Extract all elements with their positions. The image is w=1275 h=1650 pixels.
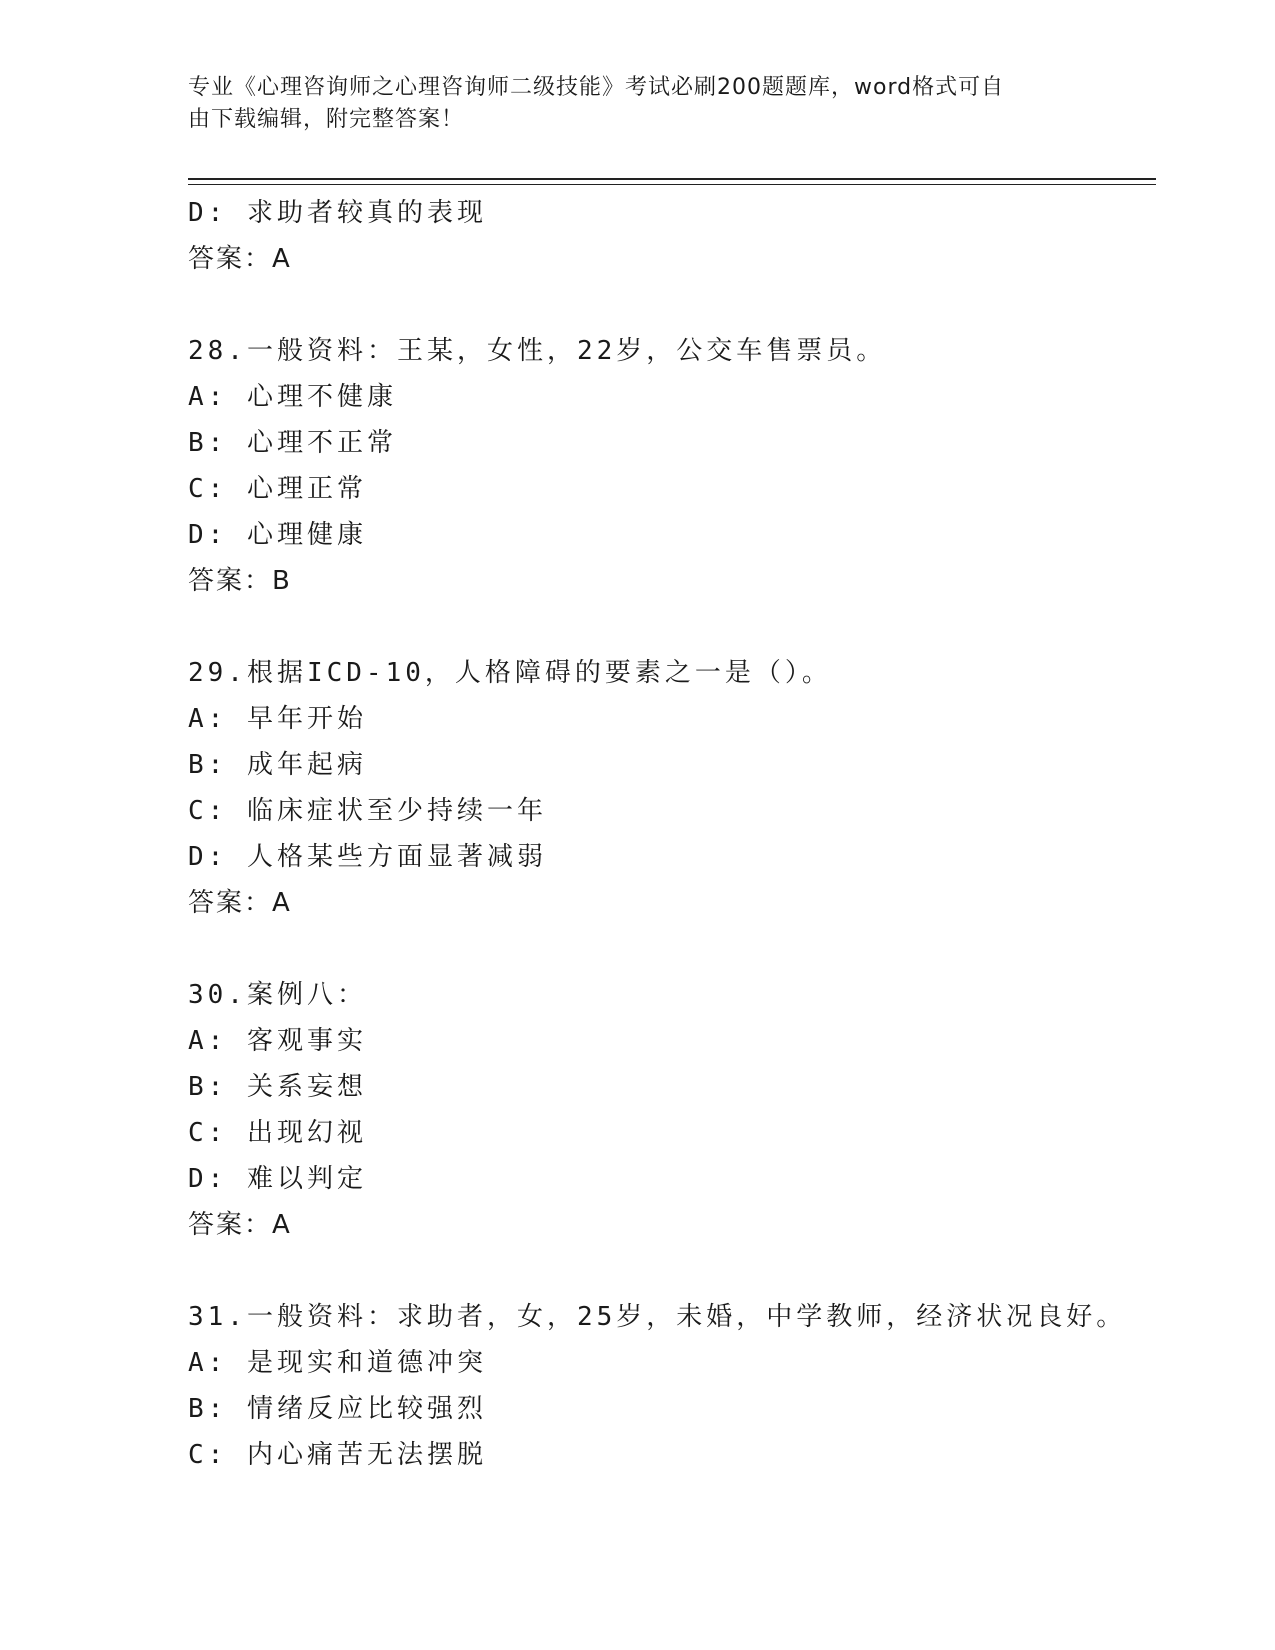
option-b: B: 心理不正常 [188, 428, 397, 458]
header-line-1: 专业《心理咨询师之心理咨询师二级技能》考试必刷200题题库，word格式可自 [188, 75, 1005, 100]
question-29 [188, 650, 1148, 926]
header-divider-thin [188, 184, 1156, 185]
option-c: C: 出现幻视 [188, 1118, 367, 1148]
spacer [188, 1248, 1148, 1294]
answer-line: 答案：A [188, 244, 292, 274]
question-stem: 28.一般资料：王某，女性，22岁，公交车售票员。 [188, 336, 887, 366]
header-line-2: 由下载编辑，附完整答案！ [188, 107, 465, 132]
answer-line: 答案：A [188, 888, 292, 918]
option-d: D: 人格某些方面显著减弱 [188, 842, 547, 872]
option-c: C: 内心痛苦无法摆脱 [188, 1440, 487, 1470]
question-30 [188, 972, 1148, 1248]
option-c: C: 临床症状至少持续一年 [188, 796, 547, 826]
option-a: A: 是现实和道德冲突 [188, 1348, 487, 1378]
question-stem: 29.根据ICD-10，人格障碍的要素之一是（）。 [188, 658, 832, 688]
question-28 [188, 328, 1148, 604]
document-body [188, 190, 1148, 1478]
answer-line: 答案：B [188, 566, 292, 596]
question-stem: 30.案例八： [188, 980, 367, 1010]
question-31 [188, 1294, 1148, 1478]
option-d: D: 难以判定 [188, 1164, 367, 1194]
spacer [188, 926, 1148, 972]
spacer [188, 604, 1148, 650]
option-d: D: 求助者较真的表现 [188, 198, 487, 228]
option-c: C: 心理正常 [188, 474, 367, 504]
previous-question-tail [188, 190, 1148, 282]
option-a: A: 客观事实 [188, 1026, 367, 1056]
header-divider-thick [188, 178, 1156, 180]
option-b: B: 成年起病 [188, 750, 367, 780]
answer-line: 答案：A [188, 1210, 292, 1240]
option-b: B: 关系妄想 [188, 1072, 367, 1102]
document-header [188, 72, 1068, 136]
question-stem: 31.一般资料：求助者，女，25岁，未婚，中学教师，经济状况良好。 [188, 1302, 1127, 1332]
option-b: B: 情绪反应比较强烈 [188, 1394, 487, 1424]
option-d: D: 心理健康 [188, 520, 367, 550]
option-a: A: 早年开始 [188, 704, 367, 734]
spacer [188, 282, 1148, 328]
option-a: A: 心理不健康 [188, 382, 397, 412]
